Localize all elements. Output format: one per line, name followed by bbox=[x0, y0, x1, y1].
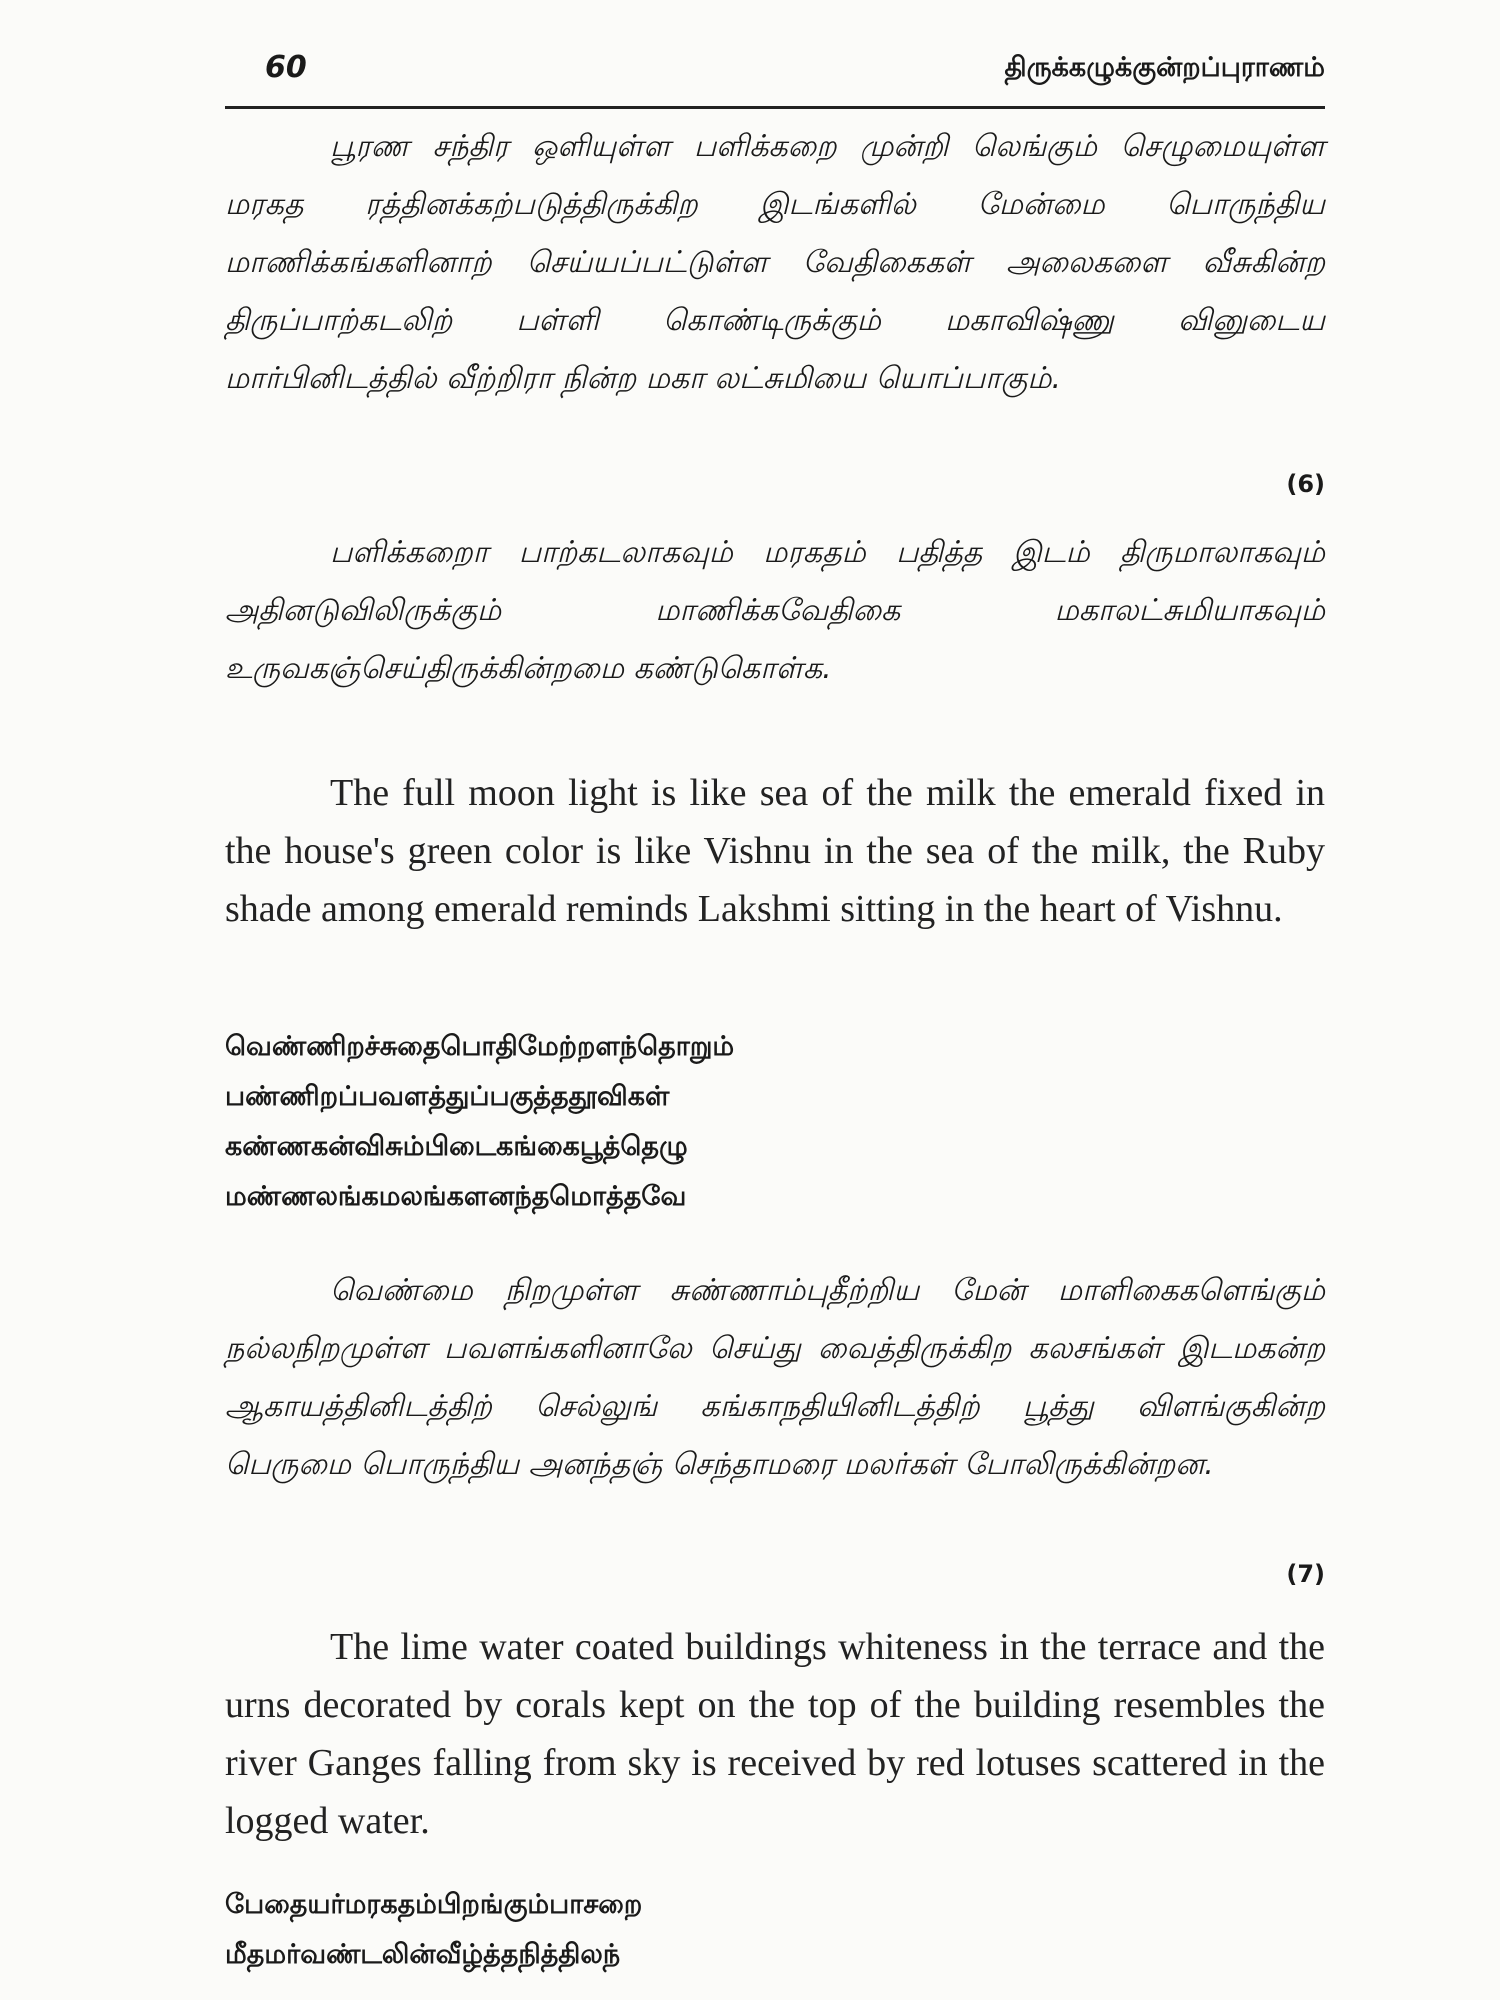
page-header bbox=[225, 44, 1325, 109]
verse-number-6: (6) bbox=[1286, 470, 1325, 498]
verse-line: மண்ணலங்கமலங்களனந்தமொத்தவே bbox=[225, 1181, 687, 1212]
verse-line: மீதமர்வண்டலின்வீழ்த்தநித்திலந் bbox=[225, 1939, 621, 1970]
verse-7 bbox=[225, 1022, 1325, 1222]
english-translation-2: The lime water coated buildings whiteness in the terrace and the urns decorated by corals kept on the top of the building resembles the river Ganges falling from sky is received by red lotuses scattered in the logged water. bbox=[225, 1626, 1325, 1842]
page-number: 60 bbox=[265, 50, 307, 85]
verse-line: வெண்ணிறச்சுதைபொதிமேற்றளந்தொறும் bbox=[225, 1031, 735, 1062]
commentary-paragraph-3: வெண்மை நிறமுள்ள சுண்ணாம்புதீற்றிய மேன் மாளிகைகளெங்கும் நல்லநிறமுள்ள பவளங்களினாலே செய்து வைத்திருக்கிற கலசங்கள் இடமகன்ற ஆகாயத்தினிடத்திற் செல்லுங் கங்காநதியினிடத்திற் பூத்து விளங்குகின்ற பெருமை பொருந்திய அனந்தஞ் செந்தாமரை மலர்கள் போலிருக்கின்றன. bbox=[225, 1273, 1325, 1482]
verse-line: பேதையர்மரகதம்பிறங்கும்பாசறை bbox=[225, 1889, 643, 1920]
running-title: திருக்கழுக்குன்றப்புராணம் bbox=[1004, 52, 1325, 83]
verse-number-7: (7) bbox=[1286, 1560, 1325, 1588]
verse-line: பண்ணிறப்பவளத்துப்பகுத்ததூவிகள் bbox=[225, 1081, 670, 1112]
commentary-paragraph-2: பளிக்கறைா பாற்கடலாகவும் மரகதம் பதித்த இடம் திருமாலாகவும் அதினடுவிலிருக்கும் மாணிக்கவேதிகை மகாலட்சுமியாகவும் உருவகஞ்செய்திருக்கின்றமை கண்டுகொள்க. bbox=[225, 535, 1325, 686]
verse-8 bbox=[225, 1880, 1325, 1980]
english-translation-1: The full moon light is like sea of the milk the emerald fixed in the house's green color is like Vishnu in the sea of the milk, the Ruby shade among emerald reminds Lakshmi sitting in the heart of Vishnu. bbox=[225, 772, 1325, 930]
verse-line: கண்ணகன்விசும்பிடைகங்கைபூத்தெழு bbox=[225, 1131, 688, 1162]
commentary-paragraph-1: பூரண சந்திர ஒளியுள்ள பளிக்கறை முன்றி லெங்கும் செழுமையுள்ள மரகத ரத்தினக்கற்படுத்திருக்கிற இடங்களில் மேன்மை பொருந்திய மாணிக்கங்களினாற் செய்யப்பட்டுள்ள வேதிகைகள் அலைகளை வீசுகின்ற திருப்பாற்கடலிற் பள்ளி கொண்டிருக்கும் மகாவிஷ்ணு வினுடைய மார்பினிடத்தில் வீற்றிரா நின்ற மகா லட்சுமியை யொப்பாகும். bbox=[225, 129, 1325, 396]
